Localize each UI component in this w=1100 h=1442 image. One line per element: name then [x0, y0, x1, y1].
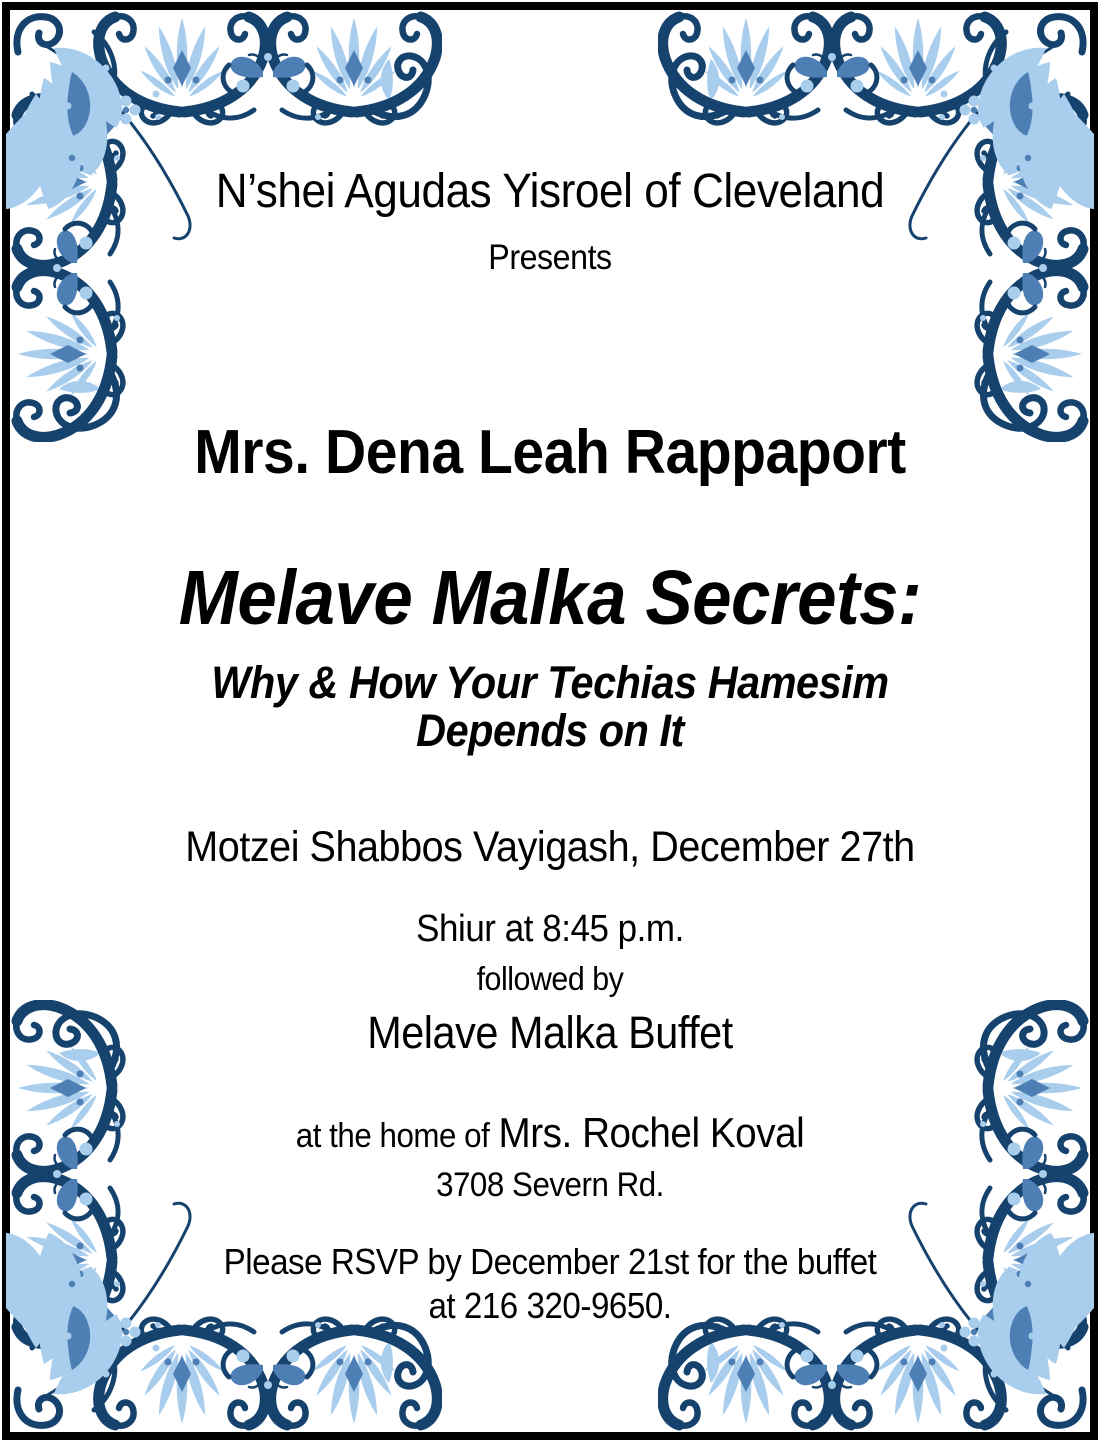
- location-prefix: at the home of: [295, 1117, 490, 1155]
- speaker-name: Mrs. Dena Leah Rappaport: [194, 418, 906, 487]
- event-subtitle-line2: Depends on It: [416, 705, 684, 756]
- buffet-label: Melave Malka Buffet: [367, 1007, 733, 1058]
- organization-name: N’shei Agudas Yisroel of Cleveland: [215, 165, 885, 218]
- followed-by-label: followed by: [476, 960, 624, 997]
- presents-label: Presents: [488, 238, 612, 277]
- rsvp-line1: Please RSVP by December 21st for the buffet: [223, 1241, 877, 1282]
- event-date: Motzei Shabbos Vayigash, December 27th: [185, 823, 915, 871]
- rsvp-line2: at 216 320-9650.: [428, 1285, 672, 1326]
- event-title: Melave Malka Secrets:: [178, 555, 922, 641]
- floral-corner-ornament-top-right: [658, 6, 1094, 442]
- floral-corner-ornament-top-left: [6, 6, 442, 442]
- shiur-time: Shiur at 8:45 p.m.: [416, 908, 684, 950]
- street-address: 3708 Severn Rd.: [436, 1166, 664, 1204]
- host-name: Mrs. Rochel Koval: [498, 1109, 805, 1156]
- event-subtitle-line1: Why & How Your Techias Hamesim: [211, 657, 889, 708]
- location-line: [44, 1109, 1056, 1156]
- floral-corner-ornament-bottom-left: [6, 1000, 442, 1436]
- floral-corner-ornament-bottom-right: [658, 1000, 1094, 1436]
